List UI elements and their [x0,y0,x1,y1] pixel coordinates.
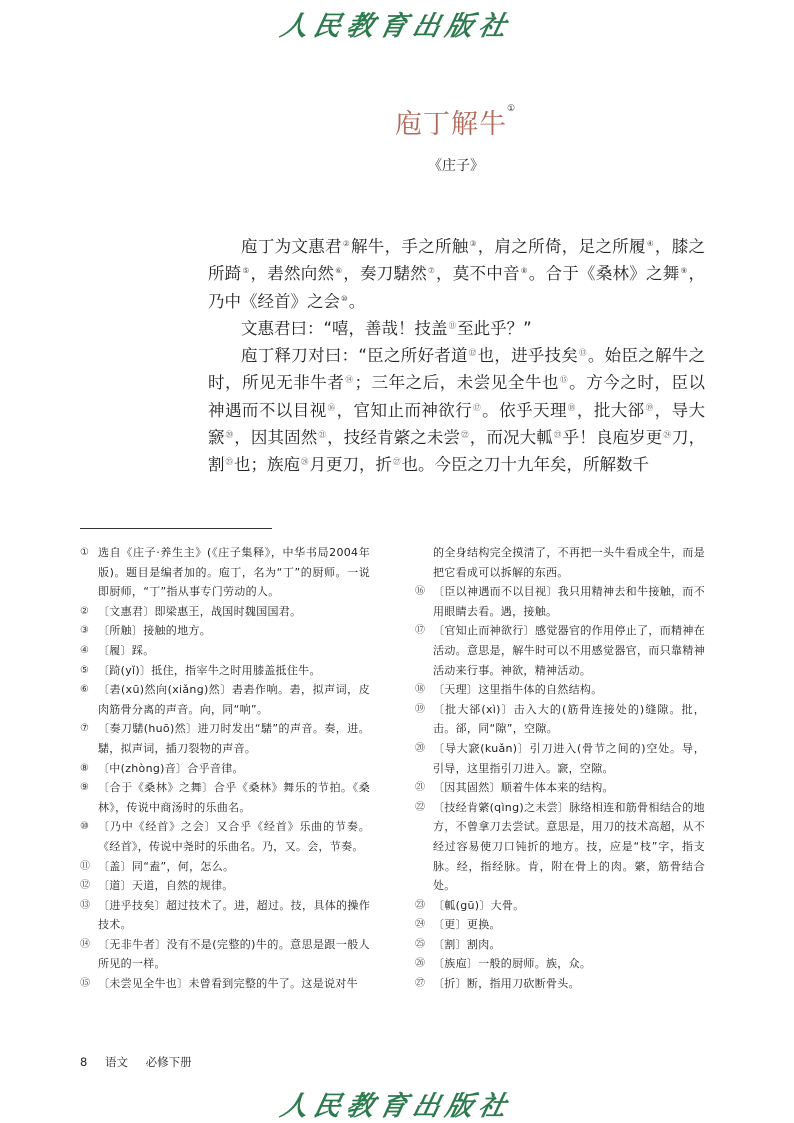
footnote-marker: ㉒ [461,430,469,440]
text-segment: 也，进乎技矣 [477,346,579,366]
text-segment: 刀，割 [208,428,706,475]
footnote [80,719,370,758]
footnote-marker: ⑱ [567,402,576,412]
article-title-text: 庖丁解牛 [395,109,507,140]
footnote-text: 〔族庖〕一般的厨师。族，众。 [433,957,592,971]
text-segment: 庖丁为文惠君 [241,237,342,256]
footnote-text: 〔折〕断，指用刀砍断骨头。 [433,977,580,991]
article-author: 《庄子》 [428,158,484,174]
footnote-text: 〔天理〕这里指牛体的自然结构。 [433,683,603,697]
article-title [395,102,516,141]
footnote-text: 〔踦(yǐ)〕抵住，指宰牛之时用膝盖抵住牛。 [98,663,321,677]
footnote-text: 〔所触〕接触的地方。 [98,624,211,638]
footnote-marker: ⑭ [345,375,354,385]
footnote-text: 〔割〕割肉。 [433,937,501,951]
footnote [415,954,705,974]
text-segment: 文惠君曰：“嘻，善哉！技盖 [241,318,448,338]
footnote-text: 〔中(zhòng)音〕合乎音律。 [98,761,244,775]
footnote [80,680,370,719]
page-footer [80,1054,206,1070]
footnote-text: 〔乃中《经首》之会〕又合乎《经首》乐曲的节奏。《经首》，传说中尧时的乐曲名。乃，又。会，节奏。 [98,820,370,853]
footnote [80,896,370,935]
footnotes-right-column [415,543,705,994]
footnote [415,739,705,778]
footnote-marker: ⑯ [327,402,336,412]
footnote-number: ⑤ [80,664,90,676]
footnote [80,935,370,974]
footnote-marker: ⑰ [473,402,482,412]
footnote [80,778,370,817]
footnote [80,602,370,622]
text-segment: ，膝之所踦 [208,237,706,284]
footnote-number: ㉗ [415,978,426,990]
footnote-number: ㉔ [415,919,426,931]
text-segment: ；三年之后，未尝见全牛也 [354,373,560,393]
footnote-marker: ㉗ [393,457,401,467]
footnote-marker: ④ [646,239,654,248]
text-segment: 乎！良庖岁更 [562,428,663,448]
footnote-marker: ⑦ [428,266,435,276]
footnote [415,798,705,896]
footnote [415,621,705,680]
footnote-marker: ⑧ [520,266,528,276]
page-number: 8 [80,1055,88,1069]
footnote-number: ⑫ [80,880,91,892]
footnote-number: ㉕ [415,938,426,950]
footnote [415,778,705,798]
text-segment: 。合于《桑林》之舞 [528,264,680,284]
paragraph [208,233,705,315]
text-segment: ，砉然向然 [250,264,335,284]
text-segment: ，奏刀騞然 [343,264,428,284]
footnote-text: 〔軱(gū)〕大骨。 [433,898,525,912]
footnote-text: 〔技经肯綮(qìng)之未尝〕脉络相连和筋骨相结合的地方，不曾拿刀去尝试。意思是，用刀的技术高超，从不经过容易使刀口钝折的地方。技，应是“枝”字，指支脉。经，指经脉。肯，附在骨上的肉。綮，筋骨结合处。 [433,800,705,893]
footnote-number: ⑯ [415,586,426,598]
title-footnote-marker: ① [507,104,517,114]
text-segment: 解牛，手之所触 [350,237,469,256]
footnote-marker: ② [342,239,350,248]
footnote-number: ⑥ [80,684,90,696]
footnote-number: ⑩ [80,821,90,833]
text-segment: ，莫不中音 [436,264,520,284]
footnote-text: 〔官知止而神欲行〕感觉器官的作用停止了，而精神在活动。意思是，解牛时可以不用感觉器官，而只靠精神活动来行事。神欲，精神活动。 [433,624,705,677]
footnote-number: ② [80,605,90,617]
footnote [415,974,705,994]
footnote-text: 〔更〕更换。 [433,918,501,932]
footnote-number: ㉑ [415,782,426,794]
footnote-marker: ⑳ [225,430,234,440]
footnote-number: ⑦ [80,723,90,735]
footnote-marker: ㉓ [553,430,562,440]
paragraph [208,342,705,478]
footnote [415,935,705,955]
footnote-text: 〔导大窾(kuǎn)〕引刀进入(骨节之间的)空处。导，引导，这里指引刀进入。窾，空隙。 [433,741,705,775]
footnote-text: 〔无非牛者〕没有不是(完整的)牛的。意思是跟一般人所见的一样。 [98,937,370,971]
footnote-marker: ⑲ [645,402,654,412]
text-segment: ，肩之所倚，足之所履 [477,237,646,256]
footnote [80,817,370,856]
footnote-number: ⑰ [415,625,426,637]
text-segment: ，技经肯綮之未尝 [327,428,461,448]
footnote-marker: ⑬ [579,348,587,358]
text-segment: 月更刀，折 [309,455,392,475]
text-segment: 。 [348,291,366,311]
footnote-number: ⑱ [415,684,426,696]
footnote-text: 〔因其固然〕顺着牛体本来的结构。 [433,781,614,795]
footnote-marker: ㉑ [318,430,327,440]
footnote-marker: ⑮ [560,375,569,385]
footnote-text: 〔未尝见全牛也〕未曾看到完整的牛了。这是说对牛 [98,977,358,991]
text-segment: ，因其固然 [234,428,318,448]
footnote [415,582,705,621]
text-segment: 也。今臣之刀十九年矣，所解数千 [401,455,649,475]
footnote [80,876,370,896]
footnote-marker: ⑤ [242,266,250,276]
footnote-number: ③ [80,625,90,637]
footnote-number: ④ [80,644,90,656]
paragraph [208,315,705,342]
footnote [415,543,705,582]
subject-label: 语文 [104,1055,128,1069]
footnote-number: ① [80,547,90,558]
footnote [415,700,705,739]
volume-label: 必修下册 [145,1055,192,1069]
footnote [80,543,370,602]
text-segment: ，批大郤 [576,400,645,420]
footnote-number: ⑭ [80,938,91,950]
footnote-text: 〔进乎技矣〕超过技术了。进，超过。技，具体的操作技术。 [98,898,370,932]
footnote [415,680,705,700]
footnote-number: ⑬ [80,899,91,911]
footnote-number: ⑲ [415,703,426,715]
footnotes-left-column [80,543,370,994]
footnote [80,759,370,779]
text-segment: 。方今之时，臣以神遇而不以目视 [208,373,706,420]
footnote-text: 〔道〕天道，自然的规律。 [98,879,234,893]
footnote-marker: ⑪ [448,320,457,330]
footnote-text: 〔砉(xū)然向(xiǎng)然〕砉砉作响。砉，拟声词，皮肉筋骨分离的声音。向，同“响”。 [98,683,370,716]
footnote-text: 〔合于《桑林》之舞〕合乎《桑林》舞乐的节拍。《桑林》，传说中商汤时的乐曲名。 [98,781,370,814]
footnote [415,915,705,935]
footnote-marker: ⑩ [341,293,348,303]
footnote [80,661,370,681]
footnote-text: 〔奏刀騞(huō)然〕进刀时发出“騞”的声音。奏，进。騞，拟声词，插刀裂物的声音。 [98,722,370,755]
footnote-number: ⑳ [415,742,426,754]
text-segment: ，而况大軱 [469,428,553,448]
footnote [415,896,705,916]
footnote-number: ㉖ [415,958,426,970]
footnote-number: ㉓ [415,899,426,911]
text-segment: 也；族庖 [234,455,300,475]
footnote-text: 〔臣以神遇而不以目视〕我只用精神去和牛接触，而不用眼睛去看。遇，接触。 [433,585,705,618]
footnote-number: ⑨ [80,782,90,794]
publisher-logo: 人民教育出版社 [277,11,516,42]
footnote [80,621,370,641]
footnote [80,974,370,994]
footnote-marker: ⑥ [335,266,343,276]
footnote [80,641,370,661]
footnote-number: ㉒ [415,801,426,813]
text-segment: 。依乎天理 [482,400,567,420]
footnote-marker: ⑨ [680,266,688,276]
article-body [208,233,705,479]
footnote-marker: ⑫ [468,348,477,358]
footnote-number: ⑮ [80,978,91,990]
text-segment: 。始臣之解牛之时，所见无非牛者 [208,346,705,393]
footnote-marker: ㉕ [225,457,233,467]
text-segment: 至此乎？” [457,318,532,338]
footnote [80,857,370,877]
footnote-divider [80,528,272,529]
footnote-text: 〔盖〕同“盍”，何，怎么。 [98,859,235,873]
text-segment: ，乃中《经首》之会 [208,264,706,311]
text-segment: 庖丁释刀对曰：“臣之所好者道 [241,346,468,366]
footnote-text: 〔批大郤(xì)〕击入大的(筋骨连接处的)缝隙。批，击。郤，同“隙”，空隙。 [433,702,705,736]
footnote-number: ⑧ [80,762,90,774]
footnote-text: 〔履〕踩。 [98,643,155,657]
publisher-logo-bottom: 人民教育出版社 [277,1091,516,1122]
text-segment: ，导大窾 [208,400,706,448]
footnote-text: 的全身结构完全摸清了，不再把一头牛看成全牛，而是把它看成可以拆解的东西。 [433,546,705,579]
footnote-text: 选自《庄子·养生主》(《庄子集释》，中华书局2004年版)。题目是编者加的。庖丁，名为“丁”的厨师。一说即厨师，“丁”指从事专门劳动的人。 [98,546,370,599]
text-segment: ，官知止而神欲行 [336,400,473,420]
footnote-marker: ③ [469,239,477,248]
footnote-number: ⑪ [80,860,91,872]
footnote-text: 〔文惠君〕即梁惠王，战国时魏国国君。 [98,604,302,618]
footnote-marker: ㉖ [301,457,309,467]
footnote-marker: ㉔ [663,430,671,440]
